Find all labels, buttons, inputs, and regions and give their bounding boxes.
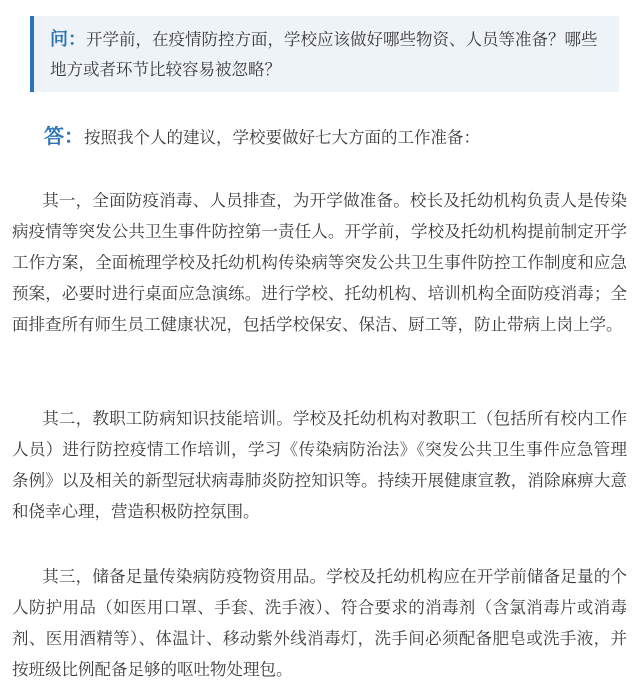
paragraph-3 — [12, 561, 627, 685]
question-text: 开学前，在疫情防控方面，学校应该做好哪些物资、人员等准备？哪些地方或者环节比较容易被忽略？ — [50, 30, 598, 79]
paragraph-2-text: 其二，教职工防病知识技能培训。学校及托幼机构对教职工（包括所有校内工作人员）进行防控疫情工作培训，学习《传染病防治法》《突发公共卫生事件应急管理条例》以及相关的新型冠状病毒肺炎防控知识等。持续开展健康宣教，消除麻痹大意和侥幸心理，营造积极防控氛围。 — [12, 409, 627, 521]
paragraph-1-text: 其一，全面防疫消毒、人员排查，为开学做准备。校长及托幼机构负责人是传染病疫情等突发公共卫生事件防控第一责任人。开学前，学校及托幼机构提前制定开学工作方案，全面梳理学校及托幼机构传染病等突发公共卫生事件防控工作制度和应急预案，必要时进行桌面应急演练。进行学校、托幼机构、培训机构全面防疫消毒；全面排查所有师生员工健康状况，包括学校保安、保洁、厨工等，防止带病上岗上学。 — [12, 191, 627, 334]
answer-label: 答： — [44, 124, 84, 148]
paragraph-2 — [12, 403, 627, 527]
question-label: 问： — [50, 29, 86, 50]
paragraph-3-text: 其三，储备足量传染病防疫物资用品。学校及托幼机构应在开学前储备足量的个人防护用品（如医用口罩、手套、洗手液）、符合要求的消毒剂（含氯消毒片或消毒剂、医用酒精等）、体温计、移动紫外线消毒灯，洗手间必须配备肥皂或洗手液，并按班级比例配备足够的呕吐物处理包。 — [12, 567, 627, 679]
answer-intro-block — [44, 121, 624, 153]
answer-intro: 按照我个人的建议，学校要做好七大方面的工作准备： — [84, 128, 480, 147]
question-text-block — [50, 25, 605, 85]
paragraph-1 — [12, 185, 627, 340]
question-box — [30, 16, 619, 92]
